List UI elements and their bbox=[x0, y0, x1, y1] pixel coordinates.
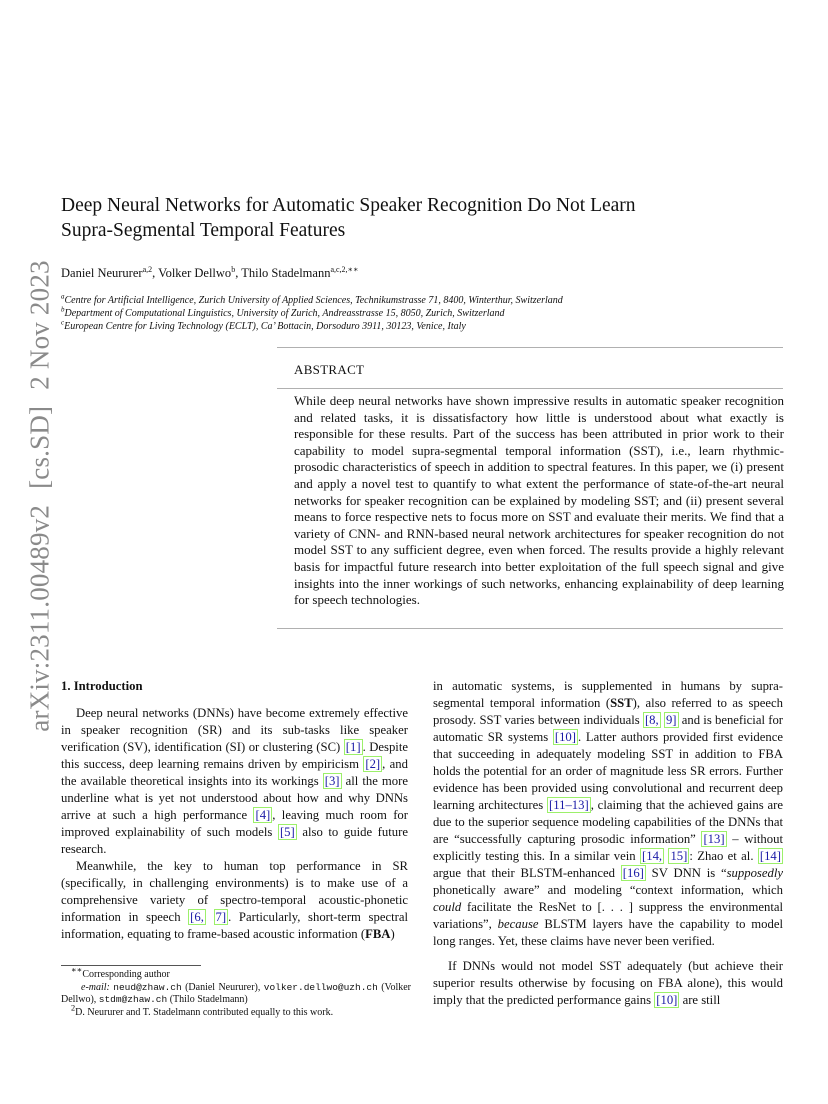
affiliation-text: European Centre for Living Technology (ECLT), Ca’ Bottacin, Dorsoduro 3911, 30123, Venice, Italy bbox=[64, 321, 466, 332]
email-link[interactable]: volker.dellwo@uzh.ch bbox=[263, 981, 378, 993]
citation-link[interactable]: [16] bbox=[622, 866, 644, 880]
affiliations bbox=[61, 294, 563, 333]
affiliation-mark: c bbox=[61, 318, 65, 327]
author-marks: a,2 bbox=[142, 264, 153, 274]
arxiv-category: [cs.SD] bbox=[24, 405, 55, 489]
arxiv-date: 2 Nov 2023 bbox=[24, 260, 55, 390]
email-link[interactable]: neud@zhaw.ch bbox=[113, 981, 182, 993]
citation-link[interactable]: [10] bbox=[554, 730, 576, 744]
citation-link[interactable]: [6, bbox=[190, 910, 204, 924]
author-name: Thilo Stadelmann bbox=[241, 266, 331, 280]
citation-link[interactable]: [8, bbox=[644, 713, 659, 727]
citation-link[interactable]: [4] bbox=[255, 808, 271, 822]
affiliation-c bbox=[61, 320, 563, 333]
intro-paragraph-2: Meanwhile, the key to human top performance in SR (specifically, in challenging environments) is to make use of a comprehensive variety of spectro-temporal acoustic-phonetic information in speech [6, 7] . Particularly, short-term spectral information, equating to frame-based acoustic information (FBA) bbox=[61, 859, 408, 941]
arxiv-id: arXiv:2311.00489v2 bbox=[24, 504, 55, 732]
author-name: Volker Dellwo bbox=[158, 266, 232, 280]
citation-link[interactable]: [1] bbox=[345, 740, 361, 754]
intro-paragraph-1: Deep neural networks (DNNs) have become extremely effective in speaker recognition (SR) and its sub-tasks like speaker verification (SV), identification (SI) or clustering (SC) [1] . Despite this success, deep learning remains driven by empiricism [2] , and the available theoretical insights into its workings [3] all the more underline what is yet not understood about how and why DNNs arrive at such a high performance [4] , leaving much room for improved explainability of such models [5] also to guide future research. bbox=[61, 706, 408, 856]
abstract-text: While deep neural networks have shown impressive results in automatic speaker recognition and related tasks, it is dissatisfactory how little is understood about what exactly is responsible for these results. Part of the success has been attributed in prior work to their capability to model supra-segmental temporal information (SST), i.e., learn rhythmic-prosodic characteristics of speech in addition to spectral features. In this paper, we (i) present and apply a novel test to quantify to what extent the performance of state-of-the-art neural networks for speaker recognition can be explained by modeling SST; and (ii) present several means to force respective nets to focus more on SST and evaluate their merits. We find that a variety of CNN- and RNN-based neural network architectures for speaker recognition do not model SST to any sufficient degree, even when forced. The results provide a highly relevant basis for impactful future research into better exploitation of the full speech signal and give insights into the inner workings of such networks, enhancing explainability of deep learning for speech technologies. bbox=[294, 393, 784, 608]
citation-link[interactable]: 15] bbox=[670, 849, 688, 863]
author-list: Daniel Neururer$^{a,2}$, Volker Dellwo$^b$, Thilo Stadelmann$^{a,c,2,∗∗}$ bbox=[61, 264, 359, 280]
affiliation-mark: b bbox=[61, 305, 65, 314]
citation-link[interactable]: [14, bbox=[642, 849, 663, 863]
citation-link[interactable]: [3] bbox=[324, 774, 340, 788]
affiliation-text: Department of Computational Linguistics, University of Zurich, Andreasstrasse 15, 8050, Zurich, Switzerland bbox=[64, 308, 505, 319]
citation-link[interactable]: [13] bbox=[703, 832, 725, 846]
section-heading-introduction: 1. Introduction bbox=[61, 679, 143, 693]
left-column bbox=[61, 678, 408, 943]
citation-link[interactable]: [5] bbox=[279, 825, 295, 839]
right-column bbox=[433, 678, 783, 1009]
arxiv-stamp bbox=[25, 260, 56, 731]
citation-link[interactable]: [10] bbox=[656, 993, 678, 1007]
title-line-2: Supra-Segmental Temporal Features bbox=[61, 220, 346, 241]
citation-link[interactable]: [2] bbox=[365, 757, 381, 771]
footnote-2: $^2$D. Neururer and T. Stadelmann contributed equally to this work. bbox=[71, 1003, 334, 1018]
abstract-bottom-rule bbox=[277, 628, 783, 629]
author-marks: b bbox=[231, 264, 236, 274]
affiliation-text: Centre for Artificial Intelligence, Zurich University of Applied Sciences, Technikumstrasse 71, 8400, Winterthur, Switzerland bbox=[64, 295, 563, 306]
footnotes bbox=[61, 965, 412, 1019]
affiliation-mark: a bbox=[61, 292, 65, 301]
intro-paragraph-4: If DNNs would not model SST adequately (but achieve their superior results otherwise by focusing on FBA alone), this would imply that the predicted performance gains [10] are still bbox=[433, 959, 783, 1007]
footnote-emails: e-mail: neud@zhaw.ch (Daniel Neururer), volker.dellwo@uzh.ch (Volker Dellwo), stdm@zhaw.ch (Thilo Stadelmann) bbox=[61, 981, 412, 1005]
email-link[interactable]: stdm@zhaw.ch bbox=[98, 994, 168, 1005]
citation-link[interactable]: [11–13] bbox=[549, 798, 589, 812]
citation-link[interactable]: [14] bbox=[759, 849, 781, 863]
abstract-heading: ABSTRACT bbox=[294, 362, 365, 377]
abstract-top-rule bbox=[277, 347, 783, 348]
affiliation-a bbox=[61, 294, 563, 307]
citation-link[interactable]: 9] bbox=[665, 713, 677, 727]
footnote-corresponding: ∗∗Corresponding author bbox=[71, 965, 170, 980]
title-line-1: Deep Neural Networks for Automatic Speaker Recognition Do Not Learn bbox=[61, 195, 636, 216]
paper-title bbox=[61, 193, 781, 243]
citation-link[interactable]: 7] bbox=[215, 910, 227, 924]
abstract-heading-rule bbox=[277, 388, 783, 389]
intro-paragraph-3: in automatic systems, is supplemented in humans by supra-segmental temporal information (SST), also referred to as speech prosody. SST varies between individuals [8, 9] and is beneficial for automatic SR systems [10] . Latter authors provided first evidence that succeeding in adequately modeling SST in addition to FBA holds the potential for an order of magnitude less SR errors. Further evidence has been provided using convolutional and recurrent deep learning architectures [11–13] , claiming that the achieved gains are due to the superior sequence modeling capabilities of the DNNs that are “successfully capturing prosodic information” [13] – without explicitly testing this. In a similar vein [14, 15] : Zhao et al. [14] argue that their BLSTM-enhanced [16] SV DNN is “supposedly phonetically aware” and modeling “context information, which could facilitate the ResNet to [. . . ] suppress the environmental variations”, because BLSTM layers have the capability to model long ranges. Yet, these claims have never been verified. bbox=[433, 679, 784, 948]
affiliation-b bbox=[61, 307, 563, 320]
author-marks: a,c,2,∗∗ bbox=[330, 264, 359, 274]
author-name: Daniel Neururer bbox=[61, 266, 143, 280]
